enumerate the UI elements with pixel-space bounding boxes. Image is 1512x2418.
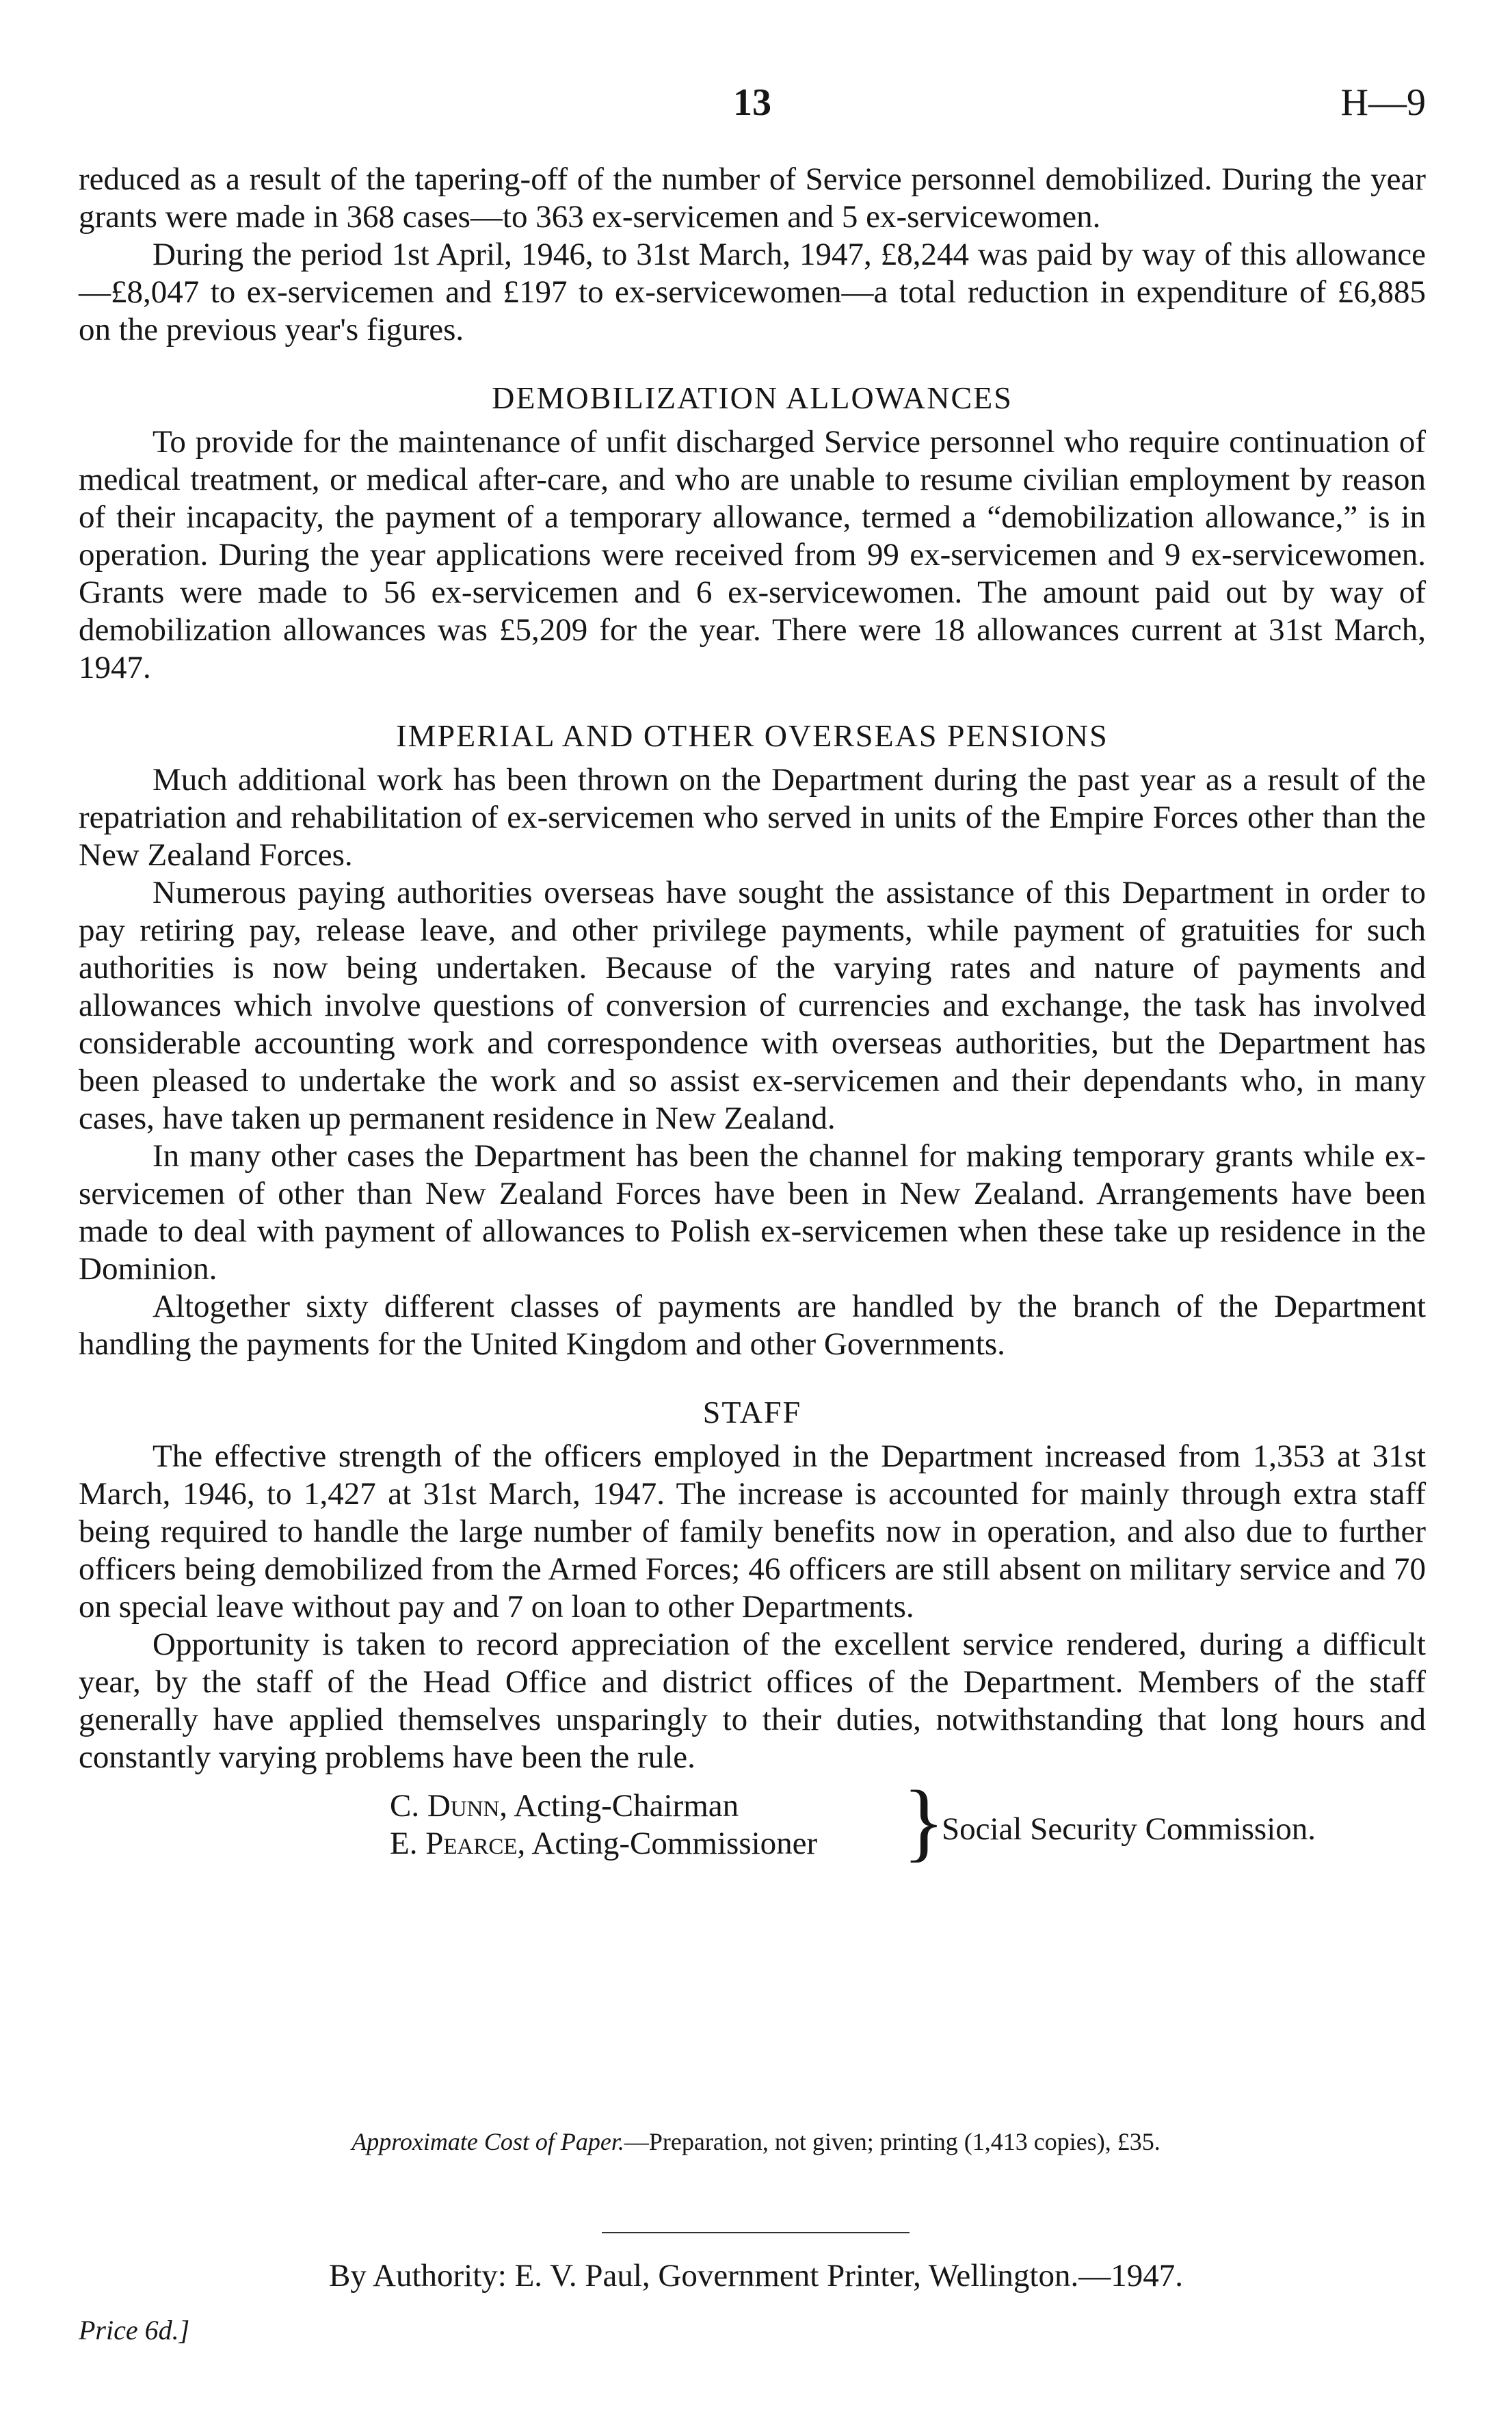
- paragraph: To provide for the maintenance of unfit discharged Service personnel who require continuation of medical treatment, or medical after-care, and who are unable to resume civilian employment by reason of their incapacity, the payment of a temporary allowance, termed a “demobilization allowance,” is in operation. During the year applications were received from 99 ex-servicemen and 9 ex-servicewomen. Grants were made to 56 ex-servicemen and 6 ex-servicewomen. The amount paid out by way of demobilization allowances was £5,209 for the year. There were 18 allowances current at 31st March, 1947.: [79, 424, 1426, 685]
- section-heading-imperial-pensions: IMPERIAL AND OTHER OVERSEAS PENSIONS: [396, 718, 1109, 753]
- paragraph: In many other cases the Department has been the channel for making temporary grants while ex-servicemen of other than New Zealand Forces have been in New Zealand. Arrangements have been made to deal with payment of allowances to Polish ex-servicemen when these take up residence in the Dominion.: [79, 1138, 1426, 1287]
- section-heading-demobilization: DEMOBILIZATION ALLOWANCES: [492, 380, 1013, 415]
- cost-label: Approximate Cost of Paper.: [352, 2128, 624, 2155]
- divider: [602, 2232, 910, 2233]
- signatory-2: [390, 1825, 817, 1863]
- page-header: [79, 81, 1426, 129]
- cost-text: —Preparation, not given; printing (1,413 copies), £35.: [624, 2128, 1160, 2155]
- paragraph: During the period 1st April, 1946, to 31st March, 1947, £8,244 was paid by way of this allowance—£8,047 to ex-servicemen and £197 to ex-servicewomen—a total reduction in expenditure of £6,885 on the previous year's figures.: [79, 237, 1426, 347]
- section-heading-staff: STAFF: [702, 1395, 802, 1430]
- signatory-name: C. Dunn: [390, 1788, 500, 1824]
- paragraph: Numerous paying authorities overseas have sought the assistance of this Department in order to pay retiring pay, release leave, and other privilege payments, while payment of gratuities for such authorities is now being undertaken. Because of the varying rates and nature of payments and allowances which involve questions of conversion of currencies and exchange, the task has involved considerable accounting work and correspondence with overseas authorities, but the Department has been pleased to undertake the work and so assist ex-servicemen and their dependants who, in many cases, have taken up permanent residence in New Zealand.: [79, 875, 1426, 1136]
- paragraph: Much additional work has been thrown on the Department during the past year as a result of the repatriation and rehabilitation of ex-servicemen who served in units of the Empire Forces other than the New Zealand Forces.: [79, 762, 1426, 873]
- commission-name: Social Security Commission.: [942, 1811, 1316, 1847]
- price: Price 6d.]: [79, 2315, 190, 2345]
- signature-brace: }: [903, 1773, 945, 1870]
- paragraph: Altogether sixty different classes of payments are handled by the branch of the Department handling the payments for the United Kingdom and other Governments.: [79, 1289, 1426, 1362]
- printer-authority: By Authority: E. V. Paul, Government Printer, Wellington.—1947.: [329, 2258, 1183, 2294]
- signatory-title: , Acting-Chairman: [499, 1788, 739, 1824]
- signatories: [390, 1787, 817, 1863]
- paper-reference: H—9: [1340, 81, 1426, 124]
- body-text: [79, 161, 1426, 1878]
- cost-of-paper: [0, 2127, 1512, 2156]
- signature-block: [79, 1773, 1426, 1878]
- paragraph: Opportunity is taken to record appreciation of the excellent service rendered, during a difficult year, by the staff of the Head Office and district offices of the Department. Members of the staff generally have applied themselves unsparingly to their duties, notwithstanding that long hours and constantly varying problems have been the rule.: [79, 1627, 1426, 1775]
- paragraph: The effective strength of the officers employed in the Department increased from 1,353 at 31st March, 1946, to 1,427 at 31st March, 1947. The increase is accounted for mainly through extra staff being required to handle the large number of family benefits now in operation, and also due to further officers being demobilized from the Armed Forces; 46 officers are still absent on military service and 70 on special leave without pay and 7 on loan to other Departments.: [79, 1438, 1426, 1625]
- signatory-1: [390, 1787, 817, 1825]
- page-number: 13: [733, 81, 771, 124]
- paragraph: reduced as a result of the tapering-off of the number of Service personnel demobilized. During the year grants were made in 368 cases—to 363 ex-servicemen and 5 ex-servicewomen.: [79, 161, 1426, 235]
- signatory-title: , Acting-Commissioner: [517, 1826, 818, 1861]
- signatory-name: E. Pearce: [390, 1826, 518, 1861]
